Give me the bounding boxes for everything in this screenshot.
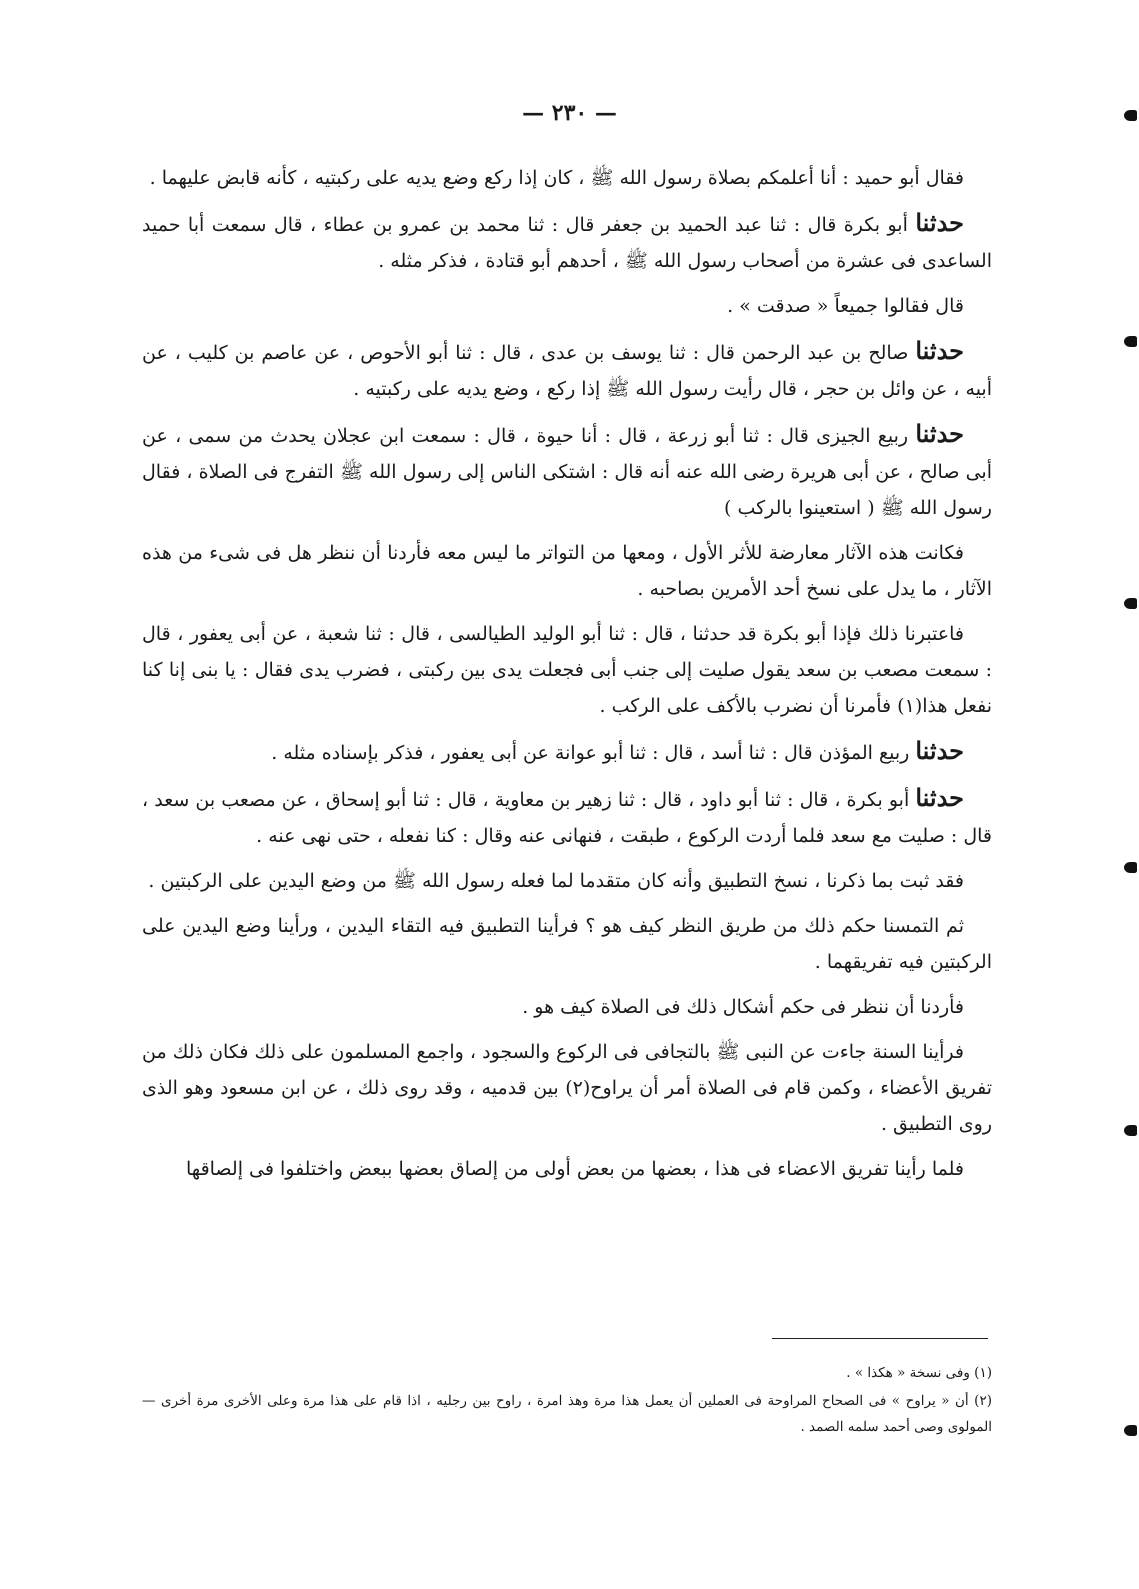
paragraph-text: ربيع الجيزى قال : ثنا أبو زرعة ، قال : أنا حيوة ، قال : سمعت ابن عجلان يحدث من سمى ، عن أبى صالح ، عن أبى هريرة رضى الله عنه أنه قال : اشتكى الناس إلى رسول الله ﷺ التفرج فى الصلاة ، فقال رسول الله ﷺ ( استعينوا بالركب ) [142,425,992,519]
hadith-lead-word: حدثنا [915,208,964,237]
paragraph-text: صالح بن عبد الرحمن قال : ثنا يوسف بن عدى ، قال : ثنا أبو الأحوص ، عن عاصم بن كليب ، عن أبيه ، عن وائل بن حجر ، قال رأيت رسول الله ﷺ إذا ركع ، وضع يديه على ركبتيه . [142,342,992,400]
binding-hole-mark [1124,1425,1137,1436]
paragraph [142,416,992,526]
paragraph-text: فرأينا السنة جاءت عن النبى ﷺ بالتجافى فى الركوع والسجود ، واجمع المسلمون على ذلك فكان ذلك من تفريق الأعضاء ، وكمن قام فى الصلاة أمر أن يراوح(٢) بين قدميه ، وقد روى ذلك ، عن ابن مسعود وهو الذى روى التطبيق . [142,1041,993,1135]
paragraph [142,908,992,980]
paragraph-text: ربيع المؤذن قال : ثنا أسد ، قال : ثنا أبو عوانة عن أبى يعفور ، فذكر بإسناده مثله . [271,742,916,764]
paragraph-text: فلما رأينا تفريق الاعضاء فى هذا ، بعضها من بعض أولى من إلصاق بعضها ببعض واختلفوا فى إلصاقها [186,1158,964,1180]
paragraph-text: فاعتبرنا ذلك فإذا أبو بكرة قد حدثنا ، قال : ثنا أبو الوليد الطيالسى ، قال : ثنا شعبة ، عن أبى يعفور ، قال : سمعت مصعب بن سعد يقول صليت إلى جنب أبى فجعلت يدى بين ركبتى ، فضرب يدى فقال : يا بنى إنا كنا نفعل هذا(١) فأمرنا أن نضرب بالأكف على الركب . [142,623,992,717]
hadith-lead-word: حدثنا [915,783,964,812]
paragraph-text: فكانت هذه الآثار معارضة للأثر الأول ، ومعها من التواتر ما ليس معه فأردنا أن ننظر هل فى شىء من هذه الآثار ، ما يدل على نسخ أحد الأمرين بصاحبه . [142,542,992,600]
paragraph [142,1034,992,1142]
paragraph [142,288,992,324]
footnote: (٢) أن « يراوح » فى الصحاح المراوحة فى العملين أن يعمل هذا مرة وهذ امرة ، راوح بين رجليه ، اذا قام على هذا مرة وعلى الأخرى مرة أخرى — المولوى وصى أحمد سلمه الصمد . [142,1393,992,1435]
paragraph [142,333,992,407]
paragraph-text: قال فقالوا جميعاً « صدقت » . [727,295,964,317]
binding-hole-mark [1124,1125,1137,1136]
footnotes [142,1360,992,1442]
paragraph [142,780,992,854]
hadith-lead-word: حدثنا [915,419,964,448]
binding-hole-mark [1124,862,1137,873]
hadith-lead-word: حدثنا [915,336,964,365]
paragraph [142,160,992,196]
footnote-divider [772,1338,988,1339]
binding-hole-mark [1124,110,1137,121]
paragraph [142,535,992,607]
paragraph-text: فقال أبو حميد : أنا أعلمكم بصلاة رسول الله ﷺ ، كان إذا ركع وضع يديه على ركبتيه ، كأنه قابض عليهما . [149,167,964,189]
paragraph-text: أبو بكرة ، قال : ثنا أبو داود ، قال : ثنا زهير بن معاوية ، قال : ثنا أبو إسحاق ، عن مصعب بن سعد ، قال : صليت مع سعد فلما أردت الركوع ، طبقت ، فنهانى عنه وقال : كنا نفعله ، حتى نهى عنه . [142,789,992,847]
paragraph-text: فقد ثبت بما ذكرنا ، نسخ التطبيق وأنه كان متقدما لما فعله رسول الله ﷺ من وضع اليدين على الركبتين . [148,870,964,892]
paragraph [142,733,992,771]
hadith-lead-word: حدثنا [915,736,964,765]
paragraph [142,205,992,279]
page-number: — ٢٣٠ — [522,100,617,126]
binding-hole-mark [1124,336,1137,347]
paragraph [142,616,992,724]
paragraph-text: فأردنا أن ننظر فى حكم أشكال ذلك فى الصلاة كيف هو . [522,996,964,1018]
binding-hole-mark [1124,598,1137,609]
paragraph-text: ثم التمسنا حكم ذلك من طريق النظر كيف هو ؟ فرأينا التطبيق فيه التقاء اليدين ، ورأينا وضع اليدين على الركبتين فيه تفريقهما . [142,915,992,973]
footnote: (١) وفى نسخة « هكذا » . [846,1365,992,1381]
paragraph [142,1151,992,1187]
paragraph [142,863,992,899]
body-text [142,160,992,1196]
paragraph [142,989,992,1025]
paragraph-text: أبو بكرة قال : ثنا عبد الحميد بن جعفر قال : ثنا محمد بن عمرو بن عطاء ، قال سمعت أبا حميد الساعدى فى عشرة من أصحاب رسول الله ﷺ ، أحدهم أبو قتادة ، فذكر مثله . [142,214,992,272]
